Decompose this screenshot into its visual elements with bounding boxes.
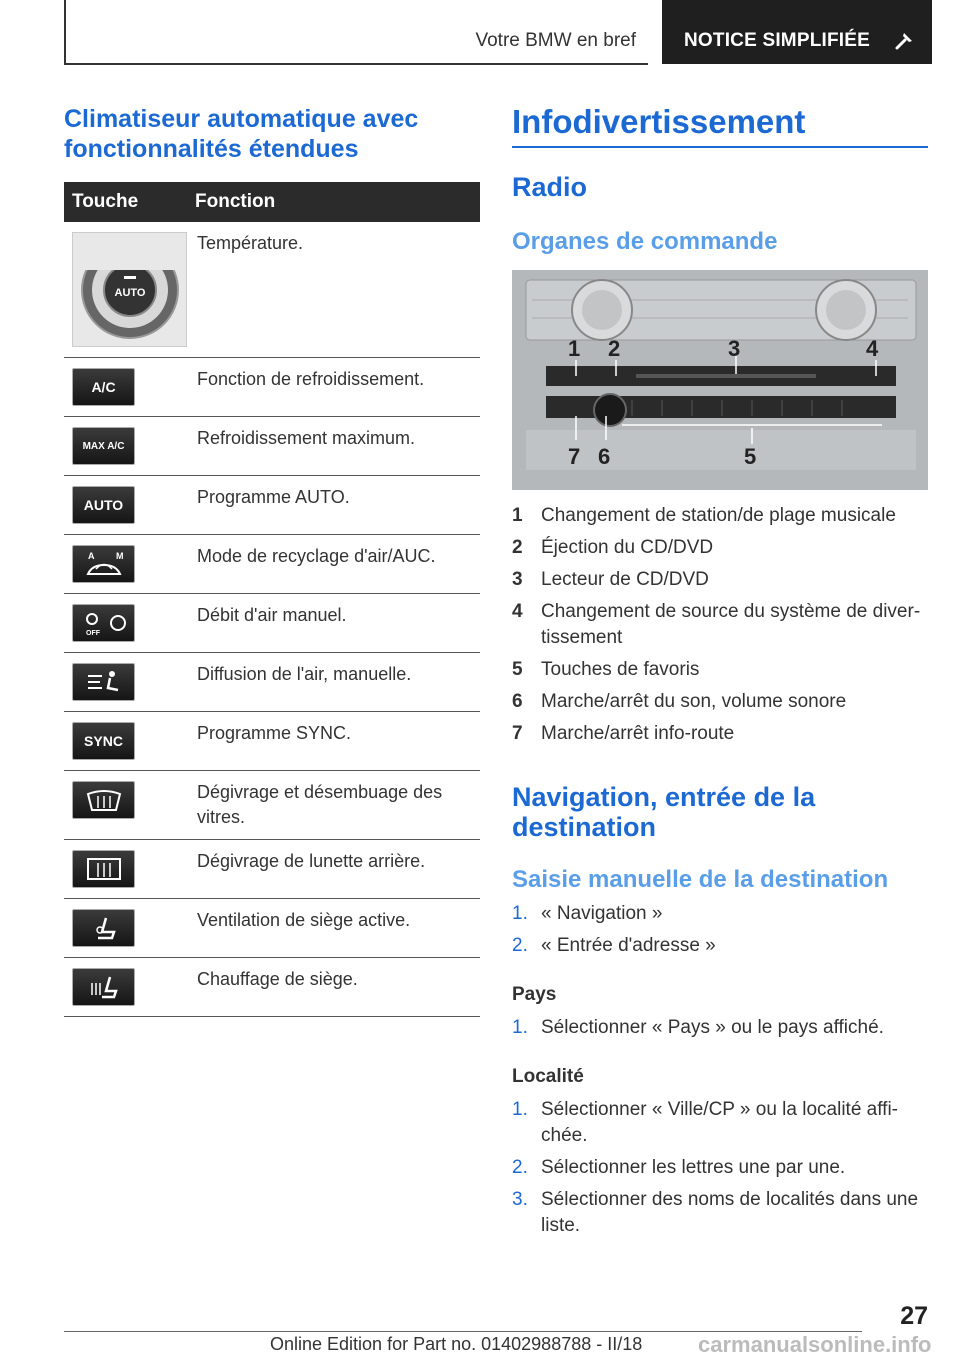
air-distribution-button-icon [72, 663, 135, 701]
navigation-heading: Navigation, entrée de la destination [512, 782, 816, 842]
svg-text:OFF: OFF [85, 630, 100, 637]
recirculation-button-icon [72, 545, 135, 583]
table-header-row [64, 182, 480, 222]
table-row [64, 594, 480, 653]
list-item: 5 Touches de favoris [512, 659, 700, 680]
list-item: 6 Marche/arrêt du son, volume sonore [512, 691, 847, 712]
auto-button-icon: AUTO [72, 486, 135, 524]
sync-button-icon: SYNC [72, 722, 135, 760]
radio-panel-graphic [512, 270, 928, 490]
table-row [64, 653, 480, 712]
climate-keys-table [64, 182, 480, 1017]
seat-heating-button-icon [72, 968, 135, 1006]
svg-text:A: A [87, 551, 94, 561]
manual-entry-heading: Saisie manuelle de la destination [512, 866, 889, 893]
list-item: 1 Changement de station/de plage musicale [512, 505, 896, 526]
seat-ventilation-button-icon [72, 909, 135, 947]
row-text: Refroidissement maximum. [187, 417, 480, 476]
svg-text:M: M [115, 551, 123, 561]
infotainment-title: Infodivertissement [512, 103, 806, 140]
header-rule-horizontal [64, 63, 648, 65]
table-header-key: Touche [64, 182, 187, 222]
table-row [64, 899, 480, 958]
callout-1: 1 [568, 336, 581, 361]
table-row [64, 358, 480, 417]
windshield-defrost-button-icon [72, 781, 135, 819]
table-row [64, 771, 480, 840]
watermark: carmanualsonline.info [698, 1332, 932, 1357]
title-rule [512, 146, 928, 148]
city-label: Localité [512, 1066, 584, 1087]
table-row [64, 840, 480, 899]
temperature-dial-icon [72, 232, 187, 347]
country-label: Pays [512, 984, 557, 1005]
list-item: 3 Lecteur de CD/DVD [512, 569, 709, 590]
table-row [64, 535, 480, 594]
rear-defrost-button-icon [72, 850, 135, 888]
row-text: Dégivrage de lunette arrière. [187, 840, 480, 899]
dial-auto-label: AUTO [114, 286, 145, 299]
fan-button-icon [72, 604, 135, 642]
table-row [64, 476, 480, 535]
header-section-title: Votre BMW en bref [475, 30, 636, 51]
row-text: Programme AUTO. [187, 476, 480, 535]
callout-2: 2 [608, 336, 621, 361]
callout-3: 3 [728, 336, 741, 361]
radio-heading: Radio [512, 172, 588, 202]
manual-steps-list [512, 901, 928, 965]
row-text: Température. [187, 222, 480, 358]
footer-edition: Online Edition for Part no. 01402988788 - II/18 [270, 1334, 643, 1354]
list-item: 2. « Entrée d'adresse » [512, 935, 716, 956]
controls-heading: Organes de commande [512, 228, 778, 255]
ac-button-icon: A/C [72, 368, 135, 406]
city-steps-list [512, 1097, 928, 1245]
left-section-title: Climatiseur automatique avec fonctionnalités étendues [64, 105, 419, 163]
callout-5: 5 [744, 444, 757, 469]
table-row [64, 417, 480, 476]
row-text: Programme SYNC. [187, 712, 480, 771]
country-steps-list [512, 1015, 928, 1047]
list-item: 2 Éjection du CD/DVD [512, 537, 714, 558]
header-tab [662, 0, 932, 64]
dial-graphic [76, 236, 184, 344]
row-text: Fonction de refroidissement. [187, 358, 480, 417]
row-text: Diffusion de l'air, manuelle. [187, 653, 480, 712]
row-text: Mode de recyclage d'air/AUC. [187, 535, 480, 594]
row-text: Ventilation de siège active. [187, 899, 480, 958]
radio-controls-image [512, 270, 928, 490]
table-row [64, 712, 480, 771]
callout-7: 7 [568, 444, 581, 469]
header-tab-label: NOTICE SIMPLIFIÉE [684, 30, 871, 51]
list-item: 1. Sélectionner « Pays » ou le pays affiché. [512, 1017, 884, 1038]
table-header-function: Fonction [187, 182, 480, 222]
table-row [64, 958, 480, 1017]
list-item: 1. « Navigation » [512, 903, 663, 924]
list-item: 3. Sélectionner des noms de localités dans une liste. [512, 1189, 919, 1236]
list-item: 1. Sélectionner « Ville/CP » ou la localité affi- chée. [512, 1099, 898, 1146]
header-rule-vertical [64, 0, 66, 64]
row-text: Chauffage de siège. [187, 958, 480, 1017]
wrench-icon [894, 29, 916, 51]
list-item: 7 Marche/arrêt info-route [512, 723, 735, 744]
callout-6: 6 [598, 444, 611, 469]
list-item: 4 Changement de source du système de diver- tissement [512, 601, 921, 648]
page-number: 27 [900, 1302, 928, 1330]
max-ac-button-icon: MAX A/C [72, 427, 135, 465]
callout-4: 4 [866, 336, 879, 361]
row-text: Dégivrage et désembuage des vitres. [187, 771, 480, 840]
table-row [64, 222, 480, 358]
row-text: Débit d'air manuel. [187, 594, 480, 653]
list-item: 2. Sélectionner les lettres une par une. [512, 1157, 846, 1178]
radio-legend-list [512, 503, 928, 753]
